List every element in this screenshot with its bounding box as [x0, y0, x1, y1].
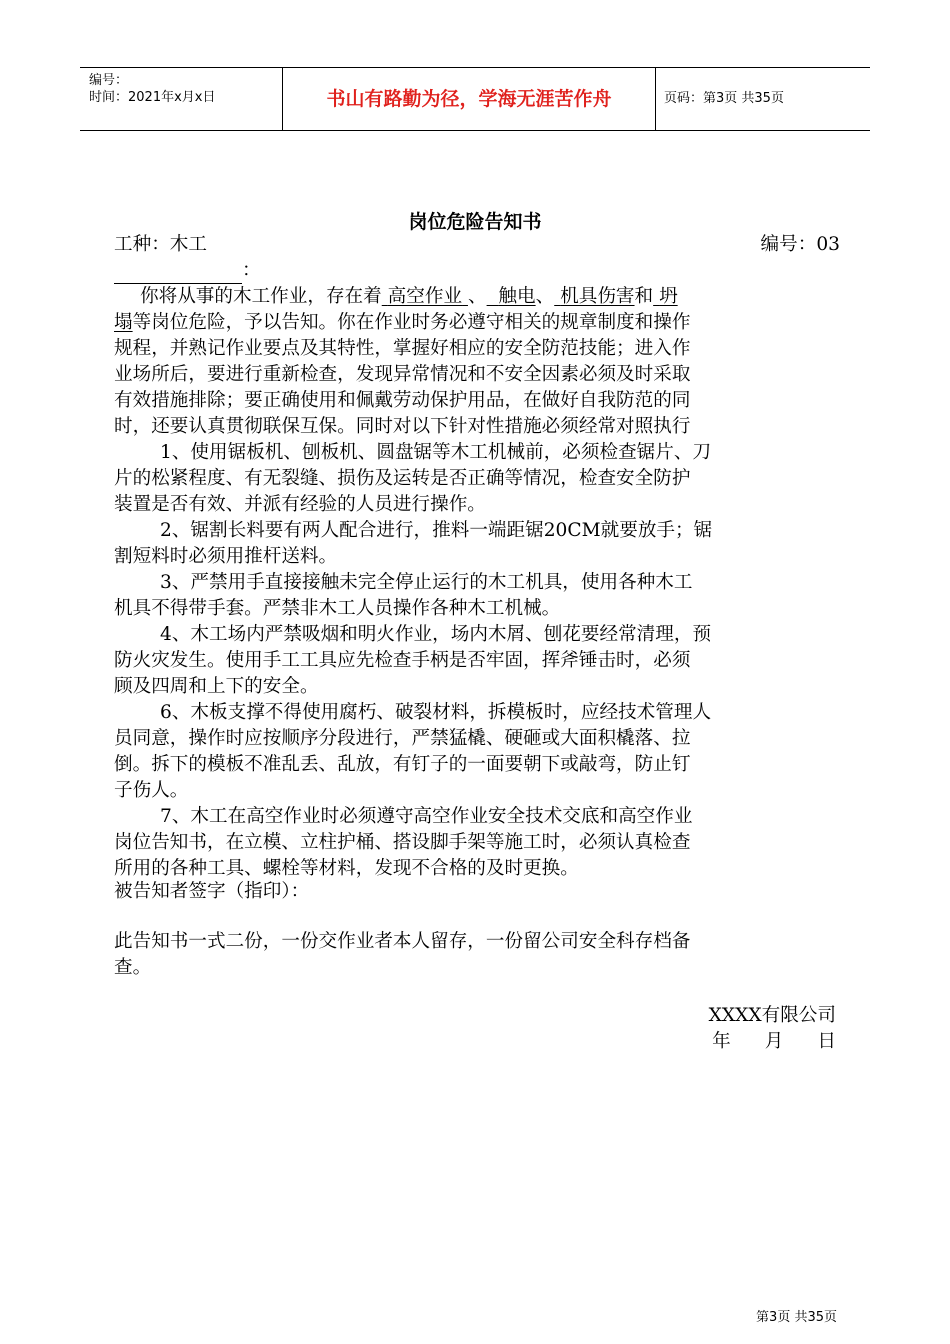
header-meta [80, 68, 283, 130]
hazard-3-text: 机具伤害 [560, 286, 635, 307]
sep-1: 、 [467, 286, 487, 307]
and-text: 和 [634, 286, 654, 307]
company-name: XXXX有限公司 [708, 1005, 836, 1026]
item-2-line-2: 割短料时必须用推杆送料。 [114, 546, 338, 567]
intro-line-2 [114, 310, 840, 336]
item-7-line-1: 7、木工在高空作业时必须遵守高空作业安全技术交底和高空作业 [160, 806, 693, 827]
item-6-line-2: 员同意，操作时应按顺序分段进行，严禁猛橇、硬砸或大面积橇落、拉 [114, 728, 691, 749]
date-line [678, 1029, 836, 1055]
item-1-line-3: 装置是否有效、并派有经验的人员进行操作。 [114, 494, 486, 515]
item-4-line-3: 顾及四周和上下的安全。 [114, 676, 319, 697]
job-line [114, 232, 840, 258]
item-4-line-2: 防火灾发生。使用手工工具应先检查手柄是否牢固，挥斧锤击时，必须 [114, 650, 691, 671]
item-6-line-4: 子伤人。 [114, 780, 189, 801]
date-year: 年 [712, 1031, 731, 1052]
hazard-2-text: 触电 [498, 286, 536, 307]
hazard-4a-text: 坍 [659, 286, 678, 307]
intro-text: 你将从事的木工作业，存在着 [140, 286, 382, 307]
item-7 [114, 804, 840, 882]
sep-2: 、 [535, 286, 555, 307]
hazard-1-text: 高空作业 [387, 286, 463, 307]
addressee-line [114, 258, 840, 284]
doc-number: 编号：03 [760, 234, 840, 255]
intro-rest: 等岗位危险，予以告知。你在作业时务必遵守相关的规章制度和操作 [132, 312, 691, 333]
intro-line-4: 业场所后，要进行重新检查，发现异常情况和不安全因素必须及时采取 [114, 364, 691, 385]
header-page-info: 页码：第3页 共35页 [664, 91, 784, 106]
page-footer: 第3页 共35页 [756, 1310, 837, 1325]
date-day: 日 [817, 1031, 836, 1052]
hazard-4a [653, 286, 678, 307]
item-6 [114, 700, 840, 804]
hazard-3 [554, 286, 634, 307]
date-month: 月 [764, 1031, 784, 1052]
hazard-2 [487, 286, 536, 307]
document-body [114, 232, 840, 882]
item-4 [114, 622, 840, 700]
intro-line-3: 规程，并熟记作业要点及其特性，掌握好相应的安全防范技能；进入作 [114, 338, 691, 359]
item-6-line-1: 6、木板支撑不得使用腐朽、破裂材料，拆模板时，应经技术管理人 [160, 702, 712, 723]
hazard-4b: 塌 [114, 312, 133, 333]
addressee-colon: ： [242, 260, 261, 281]
item-1-line-1: 1、使用锯板机、刨板机、圆盘锯等木工机械前，必须检查锯片、刀 [160, 442, 712, 463]
copy-note [114, 929, 840, 981]
header-table [80, 67, 870, 131]
item-3-line-1: 3、严禁用手直接接触未完全停止运行的木工机具，使用各种木工 [160, 572, 693, 593]
company-block [678, 1003, 836, 1055]
item-1-line-2: 片的松紧程度、有无裂缝、损伤及运转是否正确等情况，检查安全防护 [114, 468, 691, 489]
time-label: 时间：2021年x月x日 [89, 90, 216, 105]
copy-note-line-2: 查。 [114, 957, 152, 978]
number-label: 编号： [89, 73, 129, 88]
item-2-line-1: 2、锯割长料要有两人配合进行，推料一端距锯20CM就要放手；锯 [160, 520, 713, 541]
item-7-line-3: 所用的各种工具、螺栓等材料，发现不合格的及时更换。 [114, 858, 579, 879]
item-2 [114, 518, 840, 570]
intro-line-6: 时，还要认真贯彻联保互保。同时对以下针对性措施必须经常对照执行 [114, 416, 691, 437]
item-4-line-1: 4、木工场内严禁吸烟和明火作业，场内木屑、刨花要经常清理，预 [160, 624, 712, 645]
item-7-line-2: 岗位告知书，在立模、立柱护桶、搭设脚手架等施工时，必须认真检查 [114, 832, 691, 853]
job-type: 工种：木工 [114, 234, 207, 255]
page-title: 岗位危险告知书 [408, 211, 542, 233]
intro-line-1 [114, 284, 840, 310]
signature-line: 被告知者签字（指印）： [114, 881, 310, 902]
addressee-blank [114, 264, 242, 284]
item-3 [114, 570, 840, 622]
copy-note-line-1: 此告知书一式二份，一份交作业者本人留存，一份留公司安全科存档备 [114, 931, 691, 952]
header-motto: 书山有路勤为径，学海无涯苦作舟 [283, 68, 656, 130]
item-3-line-2: 机具不得带手套。严禁非木工人员操作各种木工机械。 [114, 598, 561, 619]
item-1 [114, 440, 840, 518]
item-6-line-3: 倒。拆下的模板不准乱丢、乱放，有钉子的一面要朝下或敲弯，防止钉 [114, 754, 691, 775]
intro-line-5: 有效措施排除；要正确使用和佩戴劳动保护用品，在做好自我防范的同 [114, 390, 691, 411]
hazard-1 [382, 286, 468, 307]
